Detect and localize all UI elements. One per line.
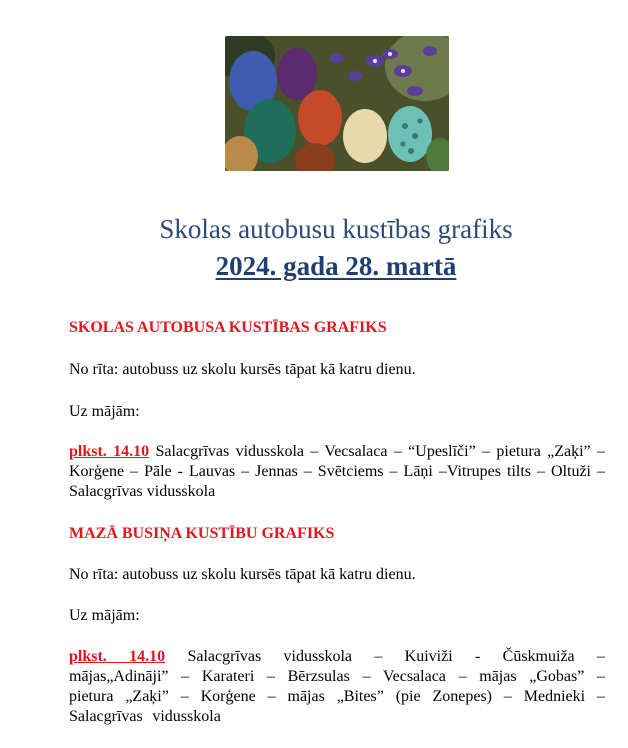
school-bus-route bbox=[69, 442, 605, 502]
minibus-route-stops: Salacgrīvas vidusskola – Kuiviži - Čūskmuiža – mājas„Adināji” – Karateri – Bērzsulas – Vecsalaca – mājas „Gobas” – pietura „Zaķi” – Korģene – mājas „Bites” (pie Zonepes) – Mednieki – Salacgrīvas vidusskola bbox=[69, 648, 605, 725]
minibus-morning-note: No rīta: autobuss uz skolu kursēs tāpat kā katru dienu. bbox=[69, 566, 416, 583]
school-bus-time: plkst. 14.10 bbox=[69, 443, 150, 460]
school-bus-route-stops: Salacgrīvas vidusskola – Vecsalaca – “Upeslīči” – pietura „Zaķi” – Korģene – Pāle - Lauvas – Jennas – Svētciems – Lāņi –Vitrupes tilts – Oltuži – Salacgrīvas vidusskola bbox=[69, 443, 606, 500]
minibus-route bbox=[69, 647, 605, 727]
school-bus-home-label: Uz mājām: bbox=[69, 403, 140, 420]
easter-eggs-photo bbox=[225, 36, 449, 171]
school-bus-morning-note: No rīta: autobuss uz skolu kursēs tāpat kā katru dienu. bbox=[69, 361, 416, 378]
minibus-home-label: Uz mājām: bbox=[69, 607, 140, 624]
school-bus-heading: SKOLAS AUTOBUSA KUSTĪBAS GRAFIKS bbox=[69, 319, 387, 336]
page-title: Skolas autobusu kustības grafiks bbox=[159, 214, 513, 244]
minibus-time: plkst. 14.10 bbox=[69, 648, 166, 665]
schedule-date: 2024. gada 28. martā bbox=[215, 251, 457, 281]
minibus-heading: MAZĀ BUSIŅA KUSTĪBU GRAFIKS bbox=[69, 525, 335, 542]
